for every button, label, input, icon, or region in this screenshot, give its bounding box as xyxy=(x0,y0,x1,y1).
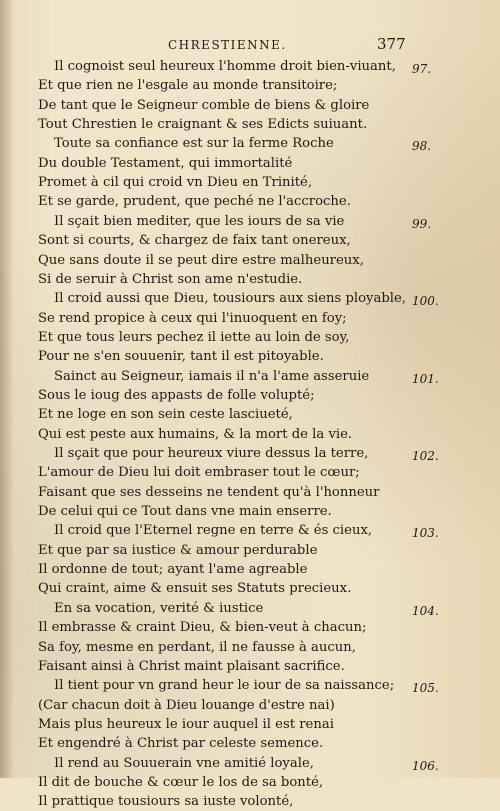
verse-line: Il croid que l'Eternel regne en terre & és cieux, xyxy=(54,523,373,539)
verse-line: Et que tous leurs pechez il iette au loin de soy, xyxy=(38,329,350,345)
verse-line: Si de seruir à Christ son ame n'estudie. xyxy=(38,271,303,287)
verse-line: Qui est peste aux humains, & la mort de la vie. xyxy=(38,426,353,442)
verse-line: Il sçait bien mediter, que les iours de sa vie xyxy=(54,213,345,229)
verse-line: Se rend propice à ceux qui l'inuoquent en foy; xyxy=(38,310,347,326)
verse-line: Il sçait que pour heureux viure dessus la terre, xyxy=(54,446,369,461)
verse-line: Promet à cil qui croid vn Dieu en Trinité, xyxy=(38,175,313,191)
stanza-number: 98. xyxy=(412,139,432,154)
verse-line: Et que par sa iustice & amour perdurable xyxy=(38,542,318,558)
verse-line: De tant que le Seigneur comble de biens & gloire xyxy=(38,97,370,113)
verse-line: Que sans doute il se peut dire estre malheureux, xyxy=(38,252,364,268)
verse-line: Qui craint, aime & ensuit ses Statuts precieux. xyxy=(38,581,352,597)
stanza-number: 101. xyxy=(412,371,439,386)
running-title: CHRESTIENNE. xyxy=(168,38,287,52)
stanza-number: 106. xyxy=(412,758,439,773)
verse-line: Il cognoist seul heureux l'homme droit bien-viuant, xyxy=(54,59,396,74)
stanza-number: 105. xyxy=(412,681,439,696)
verse-line: Sous le ioug des appasts de folle volupté; xyxy=(38,387,315,403)
stanza-number: 99. xyxy=(412,216,432,231)
page-number: 377 xyxy=(377,35,406,53)
verse-line: Mais plus heureux le iour auquel il est renai xyxy=(38,716,334,732)
verse-line: Il rend au Souuerain vne amitié loyale, xyxy=(54,755,314,771)
stanza-number: 103. xyxy=(412,526,439,541)
verse-line: Toute sa confiance est sur la ferme Roche xyxy=(54,136,334,152)
verse-line: Il croid aussi que Dieu, tousiours aux siens ployable, xyxy=(54,291,407,307)
verse-line: Et que rien ne l'esgale au monde transitoire; xyxy=(38,78,338,94)
verse-line: Faisant ainsi à Christ maint plaisant sacrifice. xyxy=(38,658,345,674)
verse-line: Il dit de bouche & cœur le los de sa bonté, xyxy=(38,774,324,790)
verse-line: En sa vocation, verité & iustice xyxy=(54,600,264,616)
verse-line: Il tient pour vn grand heur le iour de sa naissance; xyxy=(54,678,395,694)
verse-line: Et ne loge en son sein ceste lasciueté, xyxy=(38,407,293,423)
verse-line: (Car chacun doit à Dieu louange d'estre nai) xyxy=(38,697,335,713)
verse-line: Tout Chrestien le craignant & ses Edicts suiuant. xyxy=(38,117,368,133)
verse-line: Du double Testament, qui immortalité xyxy=(38,155,293,171)
verse-line: Sainct au Seigneur, iamais il n'a l'ame asseruie xyxy=(54,368,370,384)
verse-line: Sa foy, mesme en perdant, il ne fausse à aucun, xyxy=(38,639,356,655)
verse-line: Pour ne s'en souuenir, tant il est pitoyable. xyxy=(38,349,324,365)
stanza-number: 100. xyxy=(412,294,439,309)
verse-line: Sont si courts, & chargez de faix tant onereux, xyxy=(38,233,351,249)
verse-line: De celui qui ce Tout dans vne main enserre. xyxy=(38,504,332,520)
stanza-number: 97. xyxy=(412,62,432,76)
verse-line: Et engendré à Christ par celeste semence. xyxy=(38,736,324,752)
verse-line: Il prattique tousiours sa iuste volonté, xyxy=(38,794,294,810)
verse-line: Il embrasse & craint Dieu, & bien-veut à chacun; xyxy=(38,620,367,636)
verse-line: Faisant que ses desseins ne tendent qu'à l'honneur xyxy=(38,484,380,500)
verse-line: L'amour de Dieu lui doit embraser tout le cœur; xyxy=(38,465,360,481)
stanza-number: 102. xyxy=(412,449,439,463)
verse-line: Il ordonne de tout; ayant l'ame agreable xyxy=(38,562,308,578)
verse-line: Et se garde, prudent, que peché ne l'accroche. xyxy=(38,194,351,210)
stanza-number: 104. xyxy=(412,603,439,618)
